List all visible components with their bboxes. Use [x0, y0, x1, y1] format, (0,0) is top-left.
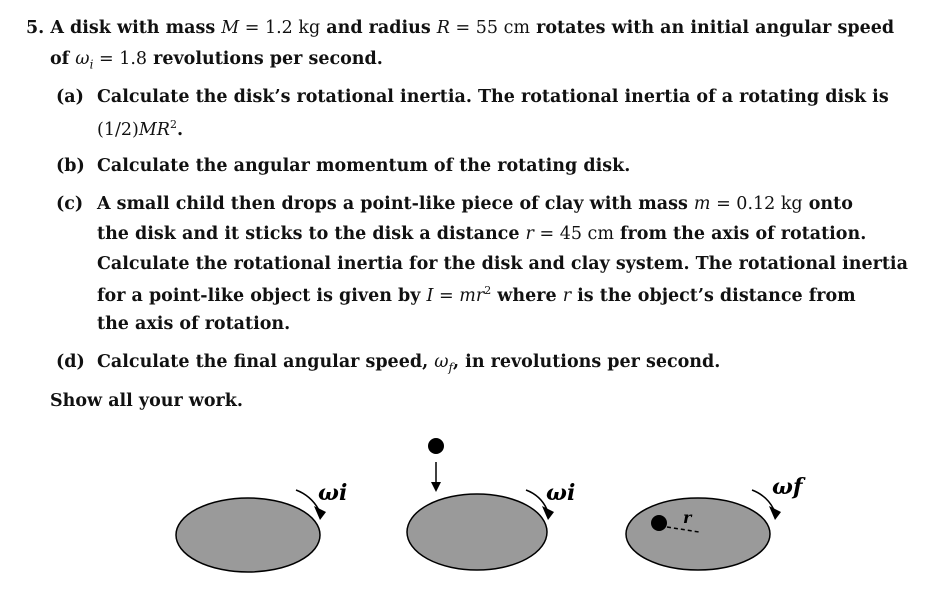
- mr-symbols: MR: [138, 119, 170, 140]
- omega-subscript: f: [448, 360, 453, 375]
- radius-r-label: r: [683, 508, 692, 527]
- equals: =: [433, 285, 460, 306]
- omega-value: = 1.8: [93, 49, 148, 69]
- disk-with-drop: [407, 494, 547, 570]
- mr-symbols: mr: [459, 285, 485, 306]
- stem-text: A disk with mass: [50, 18, 222, 38]
- omega-f-label: ωf: [772, 474, 803, 500]
- omega-subscript: i: [89, 57, 94, 72]
- rotation-arrowhead-2: [542, 506, 554, 520]
- distance-value: = 45 cm: [533, 224, 614, 244]
- stem-text: of: [50, 49, 76, 69]
- rotation-arrowhead-1: [314, 506, 326, 520]
- text: A small child then drops a point-like piece of clay with mass: [97, 194, 694, 214]
- stem-text: rotates with an initial angular speed: [530, 18, 895, 38]
- text: for a point-like object is given by: [97, 285, 427, 306]
- radius-symbol: R: [436, 18, 450, 38]
- part-b-line-1: Calculate the angular momentum of the rotating disk.: [97, 156, 631, 176]
- distance-symbol: r: [525, 224, 534, 244]
- stem-text: revolutions per second.: [147, 49, 383, 69]
- text: where: [491, 285, 563, 306]
- part-b-label: (b): [56, 156, 85, 176]
- distance-symbol: r: [562, 285, 572, 306]
- part-d-label: (d): [56, 352, 85, 372]
- part-c-line-3: Calculate the rotational inertia for the disk and clay system. The rotational inertia: [97, 254, 908, 274]
- radius-value: = 55 cm: [449, 18, 530, 38]
- show-work-note: Show all your work.: [50, 391, 243, 411]
- text: onto: [802, 194, 853, 214]
- disk-final: [626, 498, 770, 570]
- omega-i-label-2: ωi: [546, 480, 576, 506]
- clay-mass-value: = 0.12 kg: [710, 194, 803, 214]
- inertia-symbol: I: [426, 285, 434, 306]
- mass-symbol: M: [221, 18, 240, 38]
- part-a-label: (a): [56, 87, 84, 107]
- part-c-line-5: the axis of rotation.: [97, 314, 291, 334]
- problem-number: 5.: [26, 18, 45, 38]
- text: the disk and it sticks to the disk a distance: [97, 224, 526, 244]
- omega-symbol: ω: [75, 49, 90, 69]
- rotation-arrowhead-3: [769, 506, 781, 520]
- clay-mass-symbol: m: [693, 194, 711, 214]
- disk-initial: [176, 498, 320, 572]
- squared-exponent: 2: [484, 284, 492, 297]
- omega-symbol: ω: [434, 352, 449, 372]
- fall-arrowhead: [431, 482, 441, 492]
- omega-i-label-1: ωi: [318, 480, 348, 506]
- text: Calculate the final angular speed,: [97, 352, 435, 372]
- stem-text: and radius: [320, 18, 437, 38]
- period: .: [176, 119, 184, 140]
- part-a-line-1: Calculate the disk’s rotational inertia. The rotational inertia of a rotating disk is: [97, 87, 889, 107]
- text: is the object’s distance from: [571, 285, 856, 306]
- part-c-label: (c): [56, 194, 84, 214]
- mass-value: = 1.2 kg: [239, 18, 321, 38]
- squared-exponent: 2: [169, 118, 177, 131]
- text: , in revolutions per second.: [453, 352, 721, 372]
- clay-ball-falling: [428, 438, 444, 454]
- clay-ball-attached: [651, 515, 667, 531]
- half-fraction: (1/2): [97, 119, 139, 140]
- text: from the axis of rotation.: [613, 224, 867, 244]
